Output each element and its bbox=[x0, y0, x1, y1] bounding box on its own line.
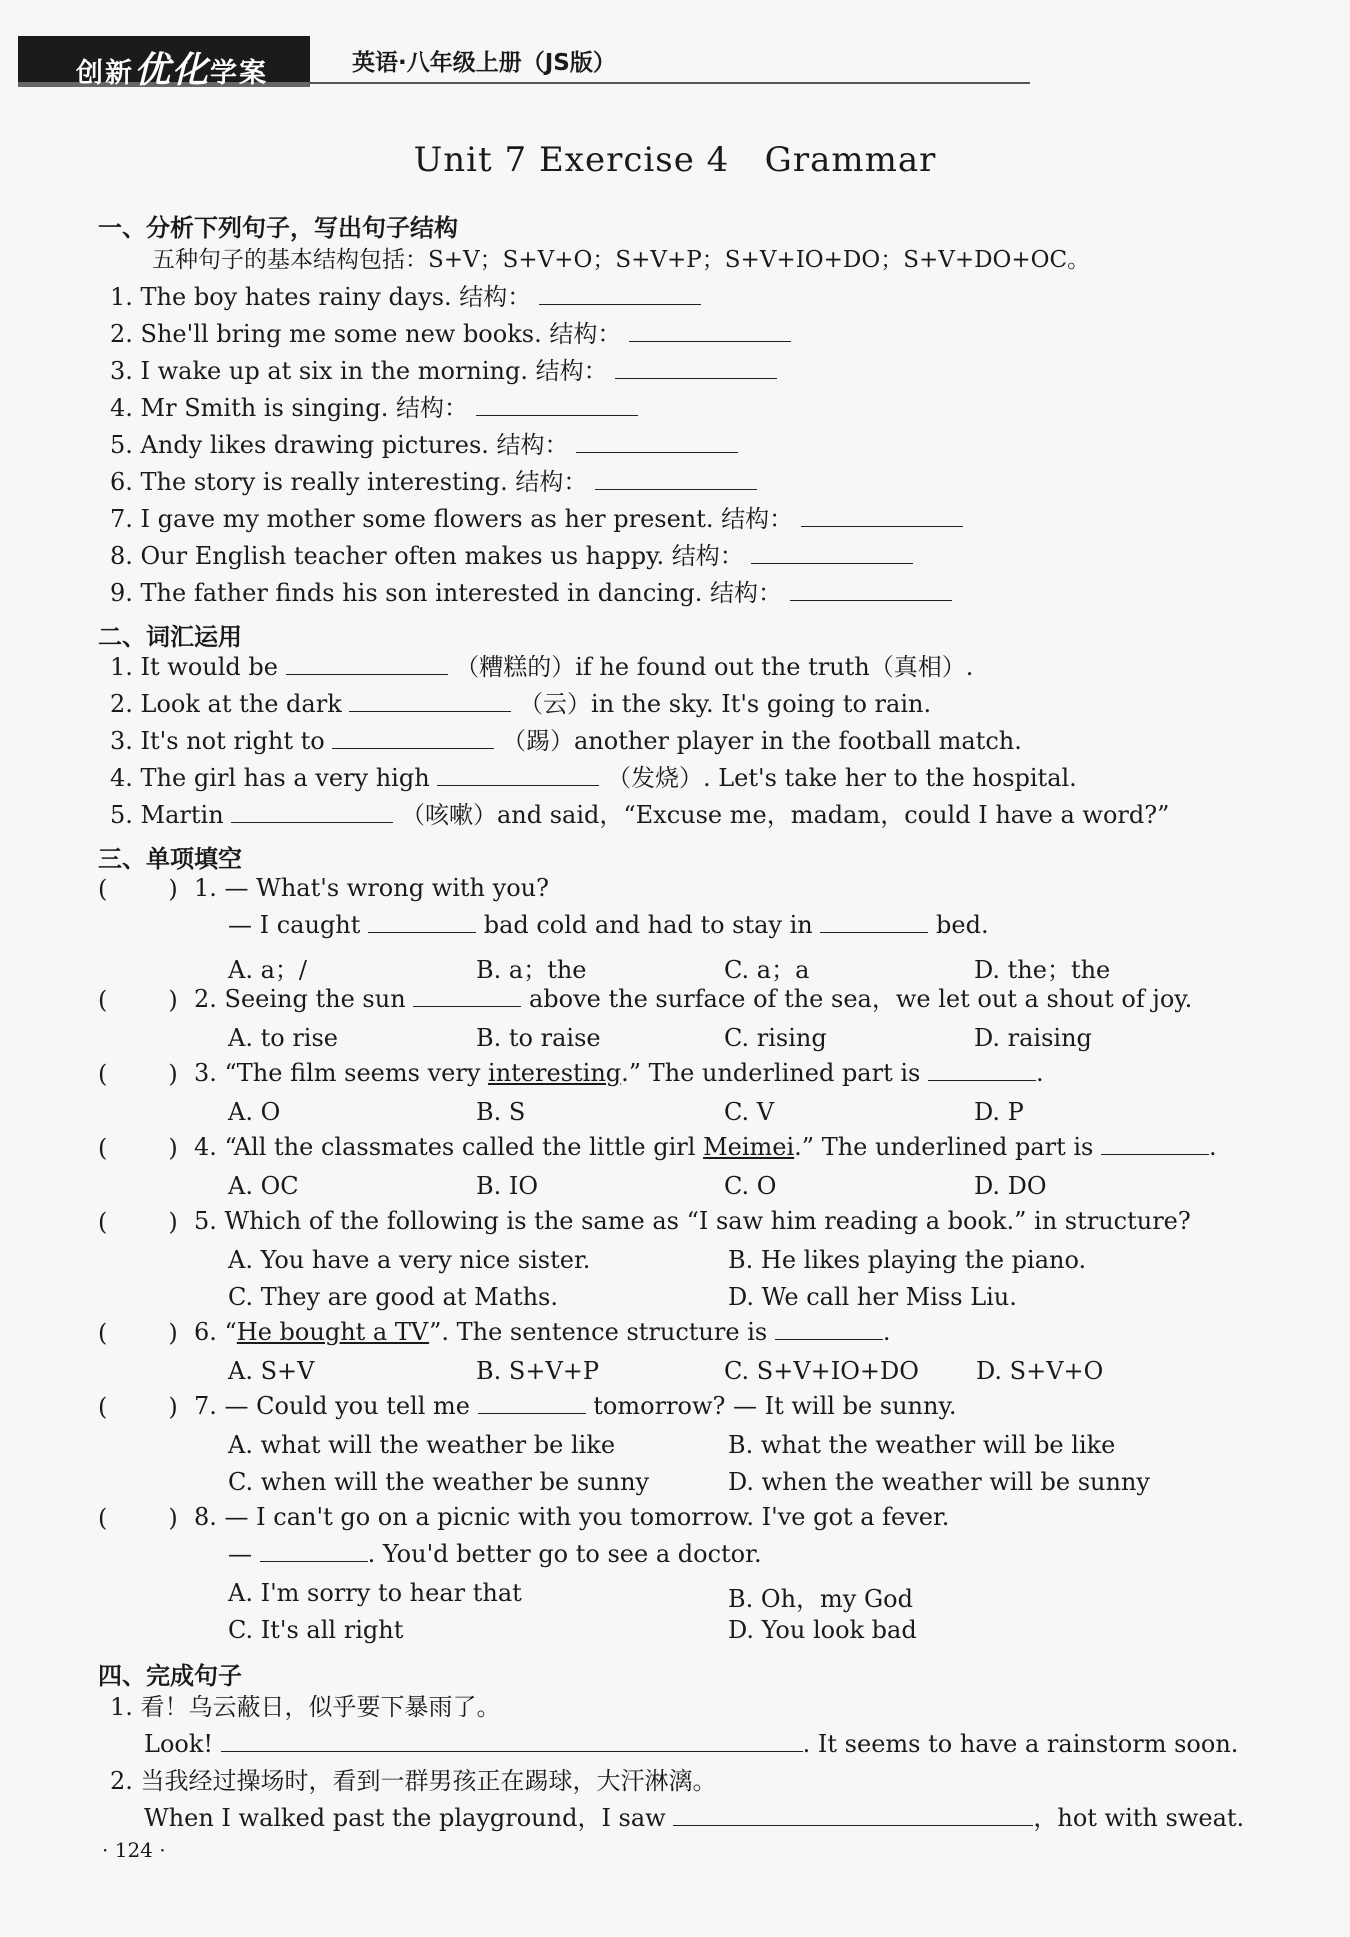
q6-option-a[interactable]: A. S+V bbox=[228, 1357, 315, 1385]
s2-item-4: 4. The girl has a very high （发烧）. Let's take her to the hospital. bbox=[110, 764, 1077, 792]
header-divider bbox=[310, 82, 1030, 84]
q4-option-d[interactable]: D. DO bbox=[974, 1172, 1047, 1200]
q6-stem: 6. “He bought a TV”. The sentence structure is . bbox=[194, 1318, 891, 1346]
q3-option-b[interactable]: B. S bbox=[476, 1098, 526, 1126]
q5-option-b[interactable]: B. He likes playing the piano. bbox=[728, 1246, 1087, 1274]
q8-stem: 8. — I can't go on a picnic with you tomorrow. I've got a fever. bbox=[194, 1503, 950, 1531]
q1-option-d[interactable]: D. the；the bbox=[974, 956, 1111, 984]
answer-blank[interactable] bbox=[775, 1317, 883, 1340]
q7-stem: 7. — Could you tell me tomorrow? — It will be sunny. bbox=[194, 1392, 957, 1420]
s4-q2-english: When I walked past the playground，I saw ，hot with sweat. bbox=[144, 1804, 1245, 1832]
answer-blank[interactable] bbox=[478, 1391, 586, 1414]
s2-item-1: 1. It would be （糟糕的）if he found out the truth（真相）. bbox=[110, 653, 974, 681]
q8-option-c[interactable]: C. It's all right bbox=[228, 1616, 404, 1644]
answer-blank[interactable] bbox=[751, 541, 913, 564]
s1-item-2: 2. She'll bring me some new books. 结构： bbox=[110, 319, 791, 349]
answer-paren[interactable]: ( ) bbox=[98, 1319, 178, 1347]
answer-blank[interactable] bbox=[231, 800, 393, 823]
q7-option-b[interactable]: B. what the weather will be like bbox=[728, 1431, 1116, 1459]
answer-blank[interactable] bbox=[595, 467, 757, 490]
answer-blank[interactable] bbox=[221, 1729, 803, 1752]
q4-option-a[interactable]: A. OC bbox=[228, 1172, 299, 1200]
s4-q1-english: Look! . It seems to have a rainstorm soon. bbox=[144, 1730, 1239, 1758]
s1-item-8: 8. Our English teacher often makes us happy. 结构： bbox=[110, 541, 913, 571]
answer-paren[interactable]: ( ) bbox=[98, 1504, 178, 1532]
q8-option-d[interactable]: D. You look bad bbox=[728, 1616, 917, 1644]
header-brand-bar bbox=[18, 36, 310, 91]
q5-option-c[interactable]: C. They are good at Maths. bbox=[228, 1283, 558, 1311]
answer-paren[interactable]: ( ) bbox=[98, 1393, 178, 1421]
answer-blank[interactable] bbox=[332, 726, 494, 749]
q2-option-a[interactable]: A. to rise bbox=[228, 1024, 338, 1052]
answer-blank[interactable] bbox=[928, 1058, 1036, 1081]
q1-option-b[interactable]: B. a；the bbox=[476, 956, 587, 984]
section-4-heading: 四、完成句子 bbox=[98, 1662, 242, 1690]
s2-item-2: 2. Look at the dark （云）in the sky. It's going to rain. bbox=[110, 690, 932, 718]
answer-paren[interactable]: ( ) bbox=[98, 986, 178, 1014]
answer-blank[interactable] bbox=[368, 910, 476, 933]
answer-blank[interactable] bbox=[801, 504, 963, 527]
q2-stem: 2. Seeing the sun above the surface of the sea，we let out a shout of joy. bbox=[194, 985, 1193, 1013]
q7-option-a[interactable]: A. what will the weather be like bbox=[228, 1431, 616, 1459]
q8-option-a[interactable]: A. I'm sorry to hear that bbox=[228, 1579, 522, 1607]
q5-option-a[interactable]: A. You have a very nice sister. bbox=[228, 1246, 591, 1274]
answer-blank[interactable] bbox=[260, 1539, 368, 1562]
q7-option-c[interactable]: C. when will the weather be sunny bbox=[228, 1468, 650, 1496]
s1-item-1: 1. The boy hates rainy days. 结构： bbox=[110, 282, 701, 312]
q6-option-c[interactable]: C. S+V+IO+DO bbox=[724, 1357, 919, 1385]
answer-paren[interactable]: ( ) bbox=[98, 1060, 178, 1088]
s1-item-5: 5. Andy likes drawing pictures. 结构： bbox=[110, 430, 738, 460]
s1-item-7: 7. I gave my mother some flowers as her present. 结构： bbox=[110, 504, 963, 534]
book-title: 英语·八年级上册（JS版） bbox=[352, 50, 616, 76]
s4-q2-chinese: 2. 当我经过操场时，看到一群男孩正在踢球，大汗淋漓。 bbox=[110, 1767, 717, 1795]
answer-blank[interactable] bbox=[1101, 1132, 1209, 1155]
q1-line2: — I caught bad cold and had to stay in bed. bbox=[228, 911, 989, 939]
q4-option-b[interactable]: B. IO bbox=[476, 1172, 539, 1200]
q1-option-c[interactable]: C. a；a bbox=[724, 956, 810, 984]
answer-blank[interactable] bbox=[286, 652, 448, 675]
answer-paren[interactable]: ( ) bbox=[98, 1134, 178, 1162]
q2-option-d[interactable]: D. raising bbox=[974, 1024, 1092, 1052]
answer-blank[interactable] bbox=[539, 282, 701, 305]
q3-option-c[interactable]: C. V bbox=[724, 1098, 775, 1126]
q6-option-b[interactable]: B. S+V+P bbox=[476, 1357, 600, 1385]
q1-option-a[interactable]: A. a；/ bbox=[228, 956, 307, 984]
section-1-intro: 五种句子的基本结构包括：S+V；S+V+O；S+V+P；S+V+IO+DO；S+V+DO+OC。 bbox=[152, 247, 1091, 273]
answer-paren[interactable]: ( ) bbox=[98, 1208, 178, 1236]
s1-item-6: 6. The story is really interesting. 结构： bbox=[110, 467, 757, 497]
q5-stem: 5. Which of the following is the same as “I saw him reading a book.” in structure? bbox=[194, 1207, 1191, 1235]
q4-stem: 4. “All the classmates called the little girl Meimei.” The underlined part is . bbox=[194, 1133, 1217, 1161]
section-3-heading: 三、单项填空 bbox=[98, 845, 242, 873]
q3-stem: 3. “The film seems very interesting.” The underlined part is . bbox=[194, 1059, 1044, 1087]
answer-blank[interactable] bbox=[476, 393, 638, 416]
answer-blank[interactable] bbox=[790, 578, 952, 601]
answer-blank[interactable] bbox=[349, 689, 511, 712]
q5-option-d[interactable]: D. We call her Miss Liu. bbox=[728, 1283, 1017, 1311]
s1-item-3: 3. I wake up at six in the morning. 结构： bbox=[110, 356, 777, 386]
section-2-heading: 二、词汇运用 bbox=[98, 623, 242, 651]
answer-blank[interactable] bbox=[576, 430, 738, 453]
answer-blank[interactable] bbox=[615, 356, 777, 379]
s2-item-3: 3. It's not right to （踢）another player in the football match. bbox=[110, 727, 1022, 755]
brand-logo: 创新优化学案 bbox=[76, 50, 269, 91]
q8-option-b[interactable]: B. Oh，my God bbox=[728, 1585, 913, 1613]
q2-option-c[interactable]: C. rising bbox=[724, 1024, 827, 1052]
s1-item-9: 9. The father finds his son interested in dancing. 结构： bbox=[110, 578, 952, 608]
q3-option-a[interactable]: A. O bbox=[228, 1098, 281, 1126]
page-title: Unit 7 Exercise 4 Grammar bbox=[413, 140, 937, 180]
q8-line2: — . You'd better go to see a doctor. bbox=[228, 1540, 762, 1568]
page-number: · 124 · bbox=[102, 1838, 166, 1862]
answer-blank[interactable] bbox=[437, 763, 599, 786]
answer-blank[interactable] bbox=[673, 1803, 1033, 1826]
q6-option-d[interactable]: D. S+V+O bbox=[976, 1357, 1104, 1385]
section-1-heading: 一、分析下列句子，写出句子结构 bbox=[98, 214, 458, 242]
s4-q1-chinese: 1. 看！乌云蔽日，似乎要下暴雨了。 bbox=[110, 1693, 501, 1721]
answer-blank[interactable] bbox=[413, 984, 521, 1007]
q1-stem: 1. — What's wrong with you? bbox=[194, 874, 549, 902]
answer-paren[interactable]: ( ) bbox=[98, 875, 178, 903]
q4-option-c[interactable]: C. O bbox=[724, 1172, 777, 1200]
answer-blank[interactable] bbox=[629, 319, 791, 342]
answer-blank[interactable] bbox=[820, 910, 928, 933]
q3-option-d[interactable]: D. P bbox=[974, 1098, 1024, 1126]
s2-item-5: 5. Martin （咳嗽）and said，“Excuse me，madam，could I have a word?” bbox=[110, 801, 1170, 829]
q7-option-d[interactable]: D. when the weather will be sunny bbox=[728, 1468, 1150, 1496]
q2-option-b[interactable]: B. to raise bbox=[476, 1024, 601, 1052]
s1-item-4: 4. Mr Smith is singing. 结构： bbox=[110, 393, 638, 423]
